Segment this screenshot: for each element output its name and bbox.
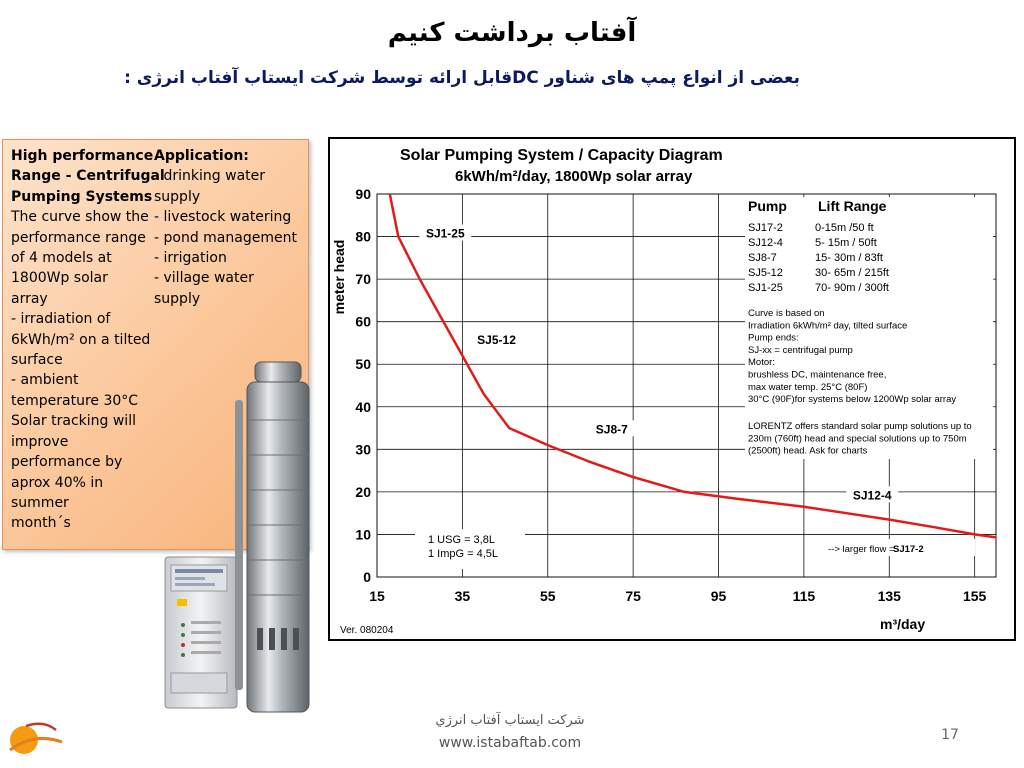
x-tick-label: 155 xyxy=(962,588,987,604)
performance-text-line: 6kWh/m² on a tilted xyxy=(11,331,151,348)
performance-text-line: aprox 40% in xyxy=(11,474,104,491)
performance-text-line: The curve show the xyxy=(11,209,149,226)
performance-text-line: 1800Wp solar xyxy=(11,270,108,287)
y-tick-label: 80 xyxy=(355,228,371,245)
performance-text xyxy=(11,146,165,534)
application-text-line: - drinking water xyxy=(154,168,266,185)
y-tick-label: 60 xyxy=(355,313,371,330)
application-text-line: - village water xyxy=(154,270,254,287)
unit-conversion: 1 ImpG = 4,5L xyxy=(428,548,499,560)
chart-note-line: Curve is based on xyxy=(748,308,825,319)
performance-text-line: surface xyxy=(11,352,63,369)
company-logo xyxy=(4,712,64,762)
footer-company: شركت ايستاب آفتاب انرژي xyxy=(435,713,585,728)
x-tick-label: 55 xyxy=(539,588,556,604)
legend-pump-model: SJ1-25 xyxy=(748,282,783,294)
unit-conversion: 1 USG = 3,8L xyxy=(428,534,495,546)
flow-note-prefix: --> larger flow = xyxy=(828,544,895,555)
legend-pump-model: SJ12-4 xyxy=(748,237,783,249)
application-text-line: supply xyxy=(154,188,201,205)
y-tick-label: 40 xyxy=(355,398,371,415)
y-tick-label: 70 xyxy=(355,271,371,288)
y-axis-label: meter head xyxy=(331,239,347,315)
chart-note-line: max water temp. 25°C (80F) xyxy=(748,381,868,393)
performance-text-line: temperature 30°C xyxy=(11,392,139,409)
x-tick-label: 75 xyxy=(625,588,641,604)
chart-note-line: Irradiation 6kWh/m² day, tilted surface xyxy=(748,320,908,332)
curve-label: SJ1-25 xyxy=(425,226,465,241)
performance-text-line: Solar tracking will xyxy=(11,413,136,430)
chart-subtitle: 6kWh/m²/day, 1800Wp solar array xyxy=(455,168,693,185)
performance-text-line: Pumping Systems xyxy=(11,188,153,205)
x-axis-label: m³/day xyxy=(880,616,926,632)
application-text-line: Application: xyxy=(154,148,249,164)
chart-note-line: 30°C (90F)for systems below 1200Wp solar array xyxy=(748,394,957,406)
x-tick-label: 115 xyxy=(792,588,816,604)
application-text-line: supply xyxy=(154,290,201,307)
y-tick-label: 90 xyxy=(355,186,371,202)
chart-note-line: brushless DC, maintenance free, xyxy=(748,369,887,381)
curve-label: SJ8-7 xyxy=(595,422,628,437)
application-text-line: - livestock watering xyxy=(154,209,292,226)
application-text-line: - pond management xyxy=(154,229,297,246)
performance-text-line: summer xyxy=(11,494,69,511)
performance-text-line: - ambient xyxy=(11,372,79,389)
performance-text-line: performance range xyxy=(11,229,146,246)
y-tick-label: 50 xyxy=(355,356,371,373)
legend-lift-range: 70- 90m / 300ft xyxy=(815,282,889,294)
pump-controller-image xyxy=(163,555,239,710)
chart-title: Solar Pumping System / Capacity Diagram xyxy=(400,147,723,164)
legend-lift-range: 0-15m /50 ft xyxy=(815,222,874,234)
legend-header-lift: Lift Range xyxy=(818,198,887,214)
legend-pump-model: SJ5-12 xyxy=(748,267,783,279)
chart-version: Ver. 080204 xyxy=(340,625,394,636)
flow-note-model: SJ17-2 xyxy=(893,544,924,555)
y-tick-label: 30 xyxy=(355,441,371,458)
chart-note-line: Motor: xyxy=(748,357,775,369)
footer-url[interactable]: www.istabaftab.com xyxy=(438,735,582,751)
slide-subtitle: بعضی از انواع پمپ های شناور DCقابل ارائه توسط شرکت ایستاب آفتاب انرژی : xyxy=(124,68,800,88)
y-tick-label: 20 xyxy=(355,483,371,500)
legend-lift-range: 15- 30m / 83ft xyxy=(815,252,883,264)
page-number: 17 xyxy=(941,727,959,743)
lorentz-note-line: 230m (760ft) head and special solutions up to 750m xyxy=(748,433,967,445)
curve-label: SJ12-4 xyxy=(852,488,892,503)
y-tick-label: 10 xyxy=(355,526,371,543)
x-tick-label: 35 xyxy=(454,588,471,604)
lorentz-note-line: LORENTZ offers standard solar pump solutions up to xyxy=(748,421,972,432)
y-tick-label: 0 xyxy=(363,569,371,585)
legend-header-pump: Pump xyxy=(748,198,787,214)
legend-pump-model: SJ17-2 xyxy=(748,222,783,234)
capacity-chart xyxy=(328,137,1016,641)
application-text-line: - irrigation xyxy=(154,250,227,267)
performance-text-line: improve xyxy=(11,433,69,450)
slide-title: آفتاب برداشت کنیم xyxy=(387,18,637,48)
performance-text-line: - irradiation of xyxy=(11,311,111,328)
performance-text-line: of 4 models at xyxy=(11,250,112,267)
legend-pump-model: SJ8-7 xyxy=(748,252,777,264)
legend-lift-range: 30- 65m / 215ft xyxy=(815,267,889,279)
chart-note-line: Pump ends: xyxy=(748,332,799,344)
performance-text-line: performance by xyxy=(11,454,123,471)
curve-label: SJ5-12 xyxy=(477,332,516,347)
sun-logo-icon xyxy=(4,712,64,762)
capacity-chart-svg xyxy=(330,139,1014,639)
performance-text-line: month´s xyxy=(11,515,71,532)
performance-text-line: array xyxy=(11,290,48,307)
chart-note-line: SJ-xx = centrifugal pump xyxy=(748,344,853,356)
x-tick-label: 95 xyxy=(710,588,727,604)
submersible-pump-image xyxy=(233,360,323,715)
performance-text-line: High performance xyxy=(11,148,154,164)
x-tick-label: 135 xyxy=(877,588,901,604)
x-tick-label: 15 xyxy=(369,588,385,604)
performance-text-line: Range - Centrifugal xyxy=(11,168,165,185)
legend-lift-range: 5- 15m / 50ft xyxy=(815,237,877,249)
application-text xyxy=(154,146,304,309)
lorentz-note-line: (2500ft) head. Ask for charts xyxy=(748,445,868,457)
